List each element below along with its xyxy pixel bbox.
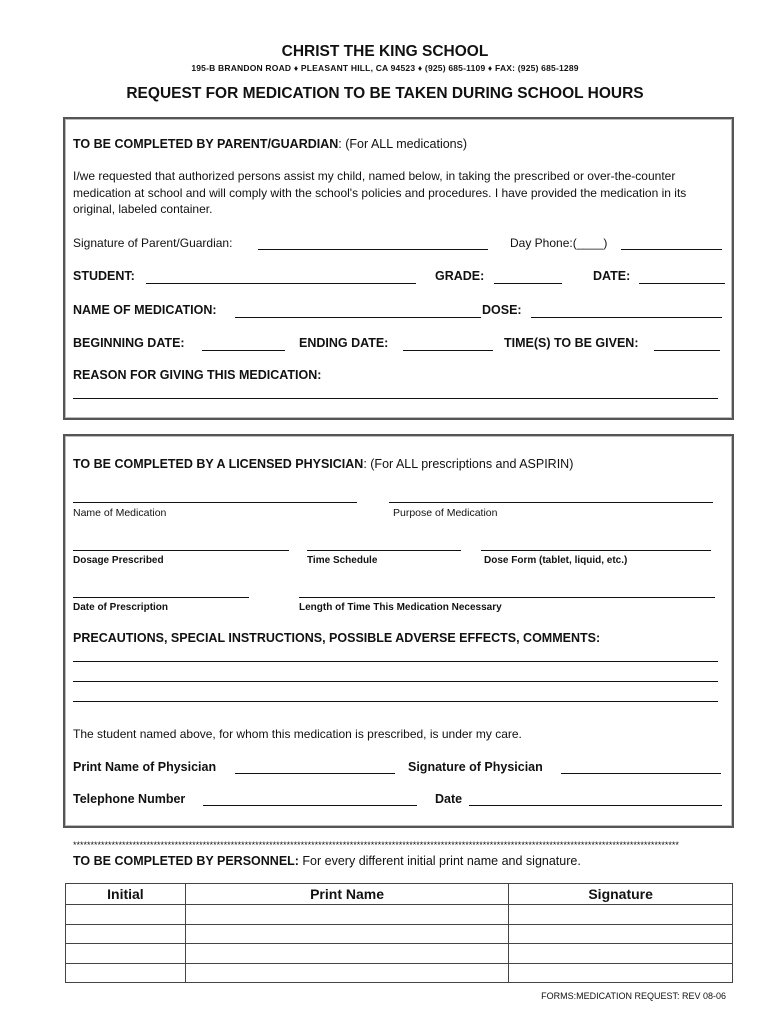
school-name: CHRIST THE KING SCHOOL — [281, 43, 489, 60]
date-field[interactable] — [639, 283, 725, 284]
table-row — [66, 924, 733, 944]
personnel-heading: TO BE COMPLETED BY PERSONNEL: For every different initial print name and signature. — [73, 854, 581, 868]
dose-field[interactable] — [531, 317, 722, 318]
dose-label: DOSE: — [482, 303, 522, 317]
student-label: STUDENT: — [73, 269, 135, 283]
precautions-line-2[interactable] — [73, 681, 718, 682]
ending-date-label: ENDING DATE: — [299, 336, 389, 350]
times-field[interactable] — [654, 350, 720, 351]
telephone-field[interactable] — [203, 805, 417, 806]
grade-field[interactable] — [494, 283, 562, 284]
day-phone-label: Day Phone:(____) — [510, 236, 608, 250]
time-schedule-field[interactable] — [307, 550, 461, 551]
precautions-line-3[interactable] — [73, 701, 718, 702]
print-name-cell[interactable] — [185, 905, 508, 925]
parent-section-heading: TO BE COMPLETED BY PARENT/GUARDIAN: (For ALL medications) — [73, 137, 468, 151]
dosage-prescribed-field[interactable] — [73, 550, 289, 551]
physician-section-heading: TO BE COMPLETED BY A LICENSED PHYSICIAN: (For ALL prescriptions and ASPIRIN) — [73, 457, 574, 471]
initial-cell[interactable] — [66, 944, 186, 964]
times-label: TIME(S) TO BE GIVEN: — [504, 336, 639, 350]
signature-physician-label: Signature of Physician — [408, 760, 543, 774]
physician-date-label: Date — [435, 792, 463, 806]
parent-signature-field[interactable] — [258, 249, 488, 250]
column-header-print-name: Print Name — [185, 884, 508, 905]
day-phone-field[interactable] — [621, 249, 722, 250]
signature-cell[interactable] — [509, 963, 733, 983]
ending-date-field[interactable] — [403, 350, 493, 351]
dose-form-field[interactable] — [481, 550, 711, 551]
date-of-prescription-label: Date of Prescription — [73, 602, 169, 613]
precautions-label: PRECAUTIONS, SPECIAL INSTRUCTIONS, POSSIBLE ADVERSE EFFECTS, COMMENTS: — [73, 631, 601, 645]
table-row — [66, 963, 733, 983]
print-name-cell[interactable] — [185, 963, 508, 983]
signature-physician-field[interactable] — [561, 773, 721, 774]
telephone-label: Telephone Number — [73, 792, 186, 806]
name-of-medication-label: Name of Medication — [73, 507, 167, 519]
signature-cell[interactable] — [509, 944, 733, 964]
dose-form-label: Dose Form (tablet, liquid, etc.) — [484, 555, 628, 566]
purpose-of-medication-field[interactable] — [389, 502, 713, 503]
initial-cell[interactable] — [66, 963, 186, 983]
precautions-line-1[interactable] — [73, 661, 718, 662]
name-of-medication-field[interactable] — [73, 502, 357, 503]
column-header-signature: Signature — [509, 884, 733, 905]
parent-signature-label: Signature of Parent/Guardian: — [73, 236, 233, 250]
grade-label: GRADE: — [435, 269, 485, 283]
print-name-physician-label: Print Name of Physician — [73, 760, 217, 774]
student-field[interactable] — [146, 283, 416, 284]
signature-cell[interactable] — [509, 924, 733, 944]
initial-cell[interactable] — [66, 905, 186, 925]
school-address: 195-B BRANDON ROAD ♦ PLEASANT HILL, CA 94523 ♦ (925) 685-1109 ♦ FAX: (925) 685-1289 — [191, 63, 579, 73]
length-of-time-field[interactable] — [299, 597, 715, 598]
table-row — [66, 905, 733, 925]
print-name-cell[interactable] — [185, 924, 508, 944]
table-row — [66, 944, 733, 964]
beginning-date-label: BEGINNING DATE: — [73, 336, 185, 350]
medication-label: NAME OF MEDICATION: — [73, 303, 217, 317]
parent-statement: I/we requested that authorized persons assist my child, named below, in taking the prescribed or over-the-counter medication at school and will comply with the school's policies and procedures. I have provided the medication in its original, labeled container. — [73, 169, 687, 216]
form-revision: FORMS:MEDICATION REQUEST: REV 08-06 — [541, 991, 726, 1001]
date-label: DATE: — [593, 269, 631, 283]
print-name-physician-field[interactable] — [235, 773, 395, 774]
beginning-date-field[interactable] — [202, 350, 285, 351]
date-of-prescription-field[interactable] — [73, 597, 249, 598]
column-header-initial: Initial — [66, 884, 186, 905]
personnel-table-header — [66, 884, 733, 905]
print-name-cell[interactable] — [185, 944, 508, 964]
purpose-of-medication-label: Purpose of Medication — [393, 507, 498, 519]
medication-field[interactable] — [235, 317, 481, 318]
signature-cell[interactable] — [509, 905, 733, 925]
care-statement: The student named above, for whom this medication is prescribed, is under my care. — [73, 727, 522, 741]
initial-cell[interactable] — [66, 924, 186, 944]
physician-date-field[interactable] — [469, 805, 722, 806]
personnel-table — [65, 883, 733, 983]
form-title: REQUEST FOR MEDICATION TO BE TAKEN DURING SCHOOL HOURS — [126, 85, 644, 102]
reason-label: REASON FOR GIVING THIS MEDICATION: — [73, 368, 322, 382]
dosage-prescribed-label: Dosage Prescribed — [73, 555, 164, 566]
separator-stars: ***************************************************************************************************************************************************************************** — [73, 840, 679, 850]
time-schedule-label: Time Schedule — [307, 555, 378, 566]
reason-field[interactable] — [73, 398, 718, 399]
length-of-time-label: Length of Time This Medication Necessary — [299, 602, 502, 613]
